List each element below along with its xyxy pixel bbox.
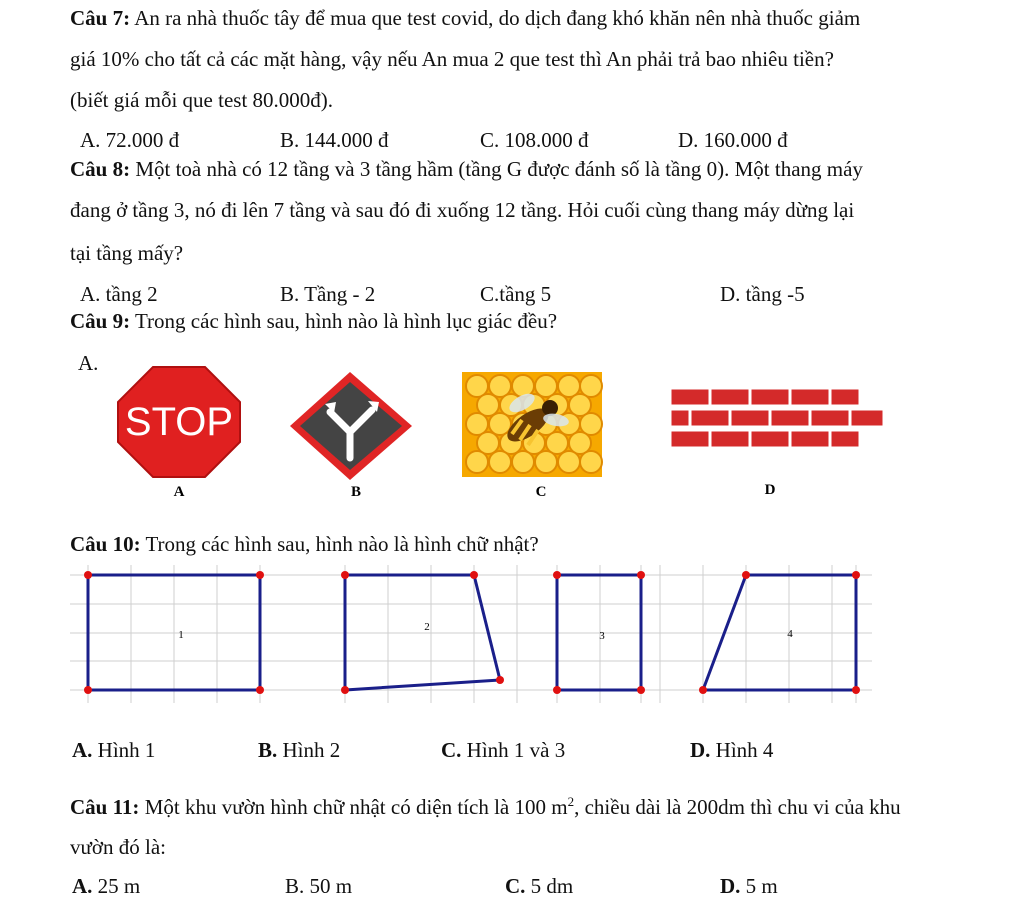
q10-figure-number-1: 1 xyxy=(178,629,184,641)
stop-sign-figure xyxy=(118,367,240,477)
q10-label: Câu 10: xyxy=(70,532,141,556)
q11-option-d: D. 5 m xyxy=(720,874,778,898)
brick-wall-figure xyxy=(670,388,884,448)
q9-label: Câu 9: xyxy=(70,309,131,333)
q11-label: Câu 11: xyxy=(70,795,140,819)
q8-label: Câu 8: xyxy=(70,157,131,181)
q10-option-d: D. Hình 4 xyxy=(690,738,774,762)
stop-sign-text: STOP xyxy=(124,400,234,444)
q8-option-a: A. tầng 2 xyxy=(80,282,158,306)
q7-option-c: C. 108.000 đ xyxy=(480,128,589,152)
q10-option-c: C. Hình 1 và 3 xyxy=(441,738,566,762)
q7-line-1: Câu 7: An ra nhà thuốc tây để mua que test covid, do dịch đang khó khăn nên nhà thuốc giảm xyxy=(70,6,861,30)
q9-answer-prefix: A. xyxy=(78,351,99,375)
q11-option-c: C. 5 dm xyxy=(505,874,574,898)
q7-option-b: B. 144.000 đ xyxy=(280,128,389,152)
q9-caption-d: D xyxy=(764,482,776,498)
q11-line-2: vườn đó là: xyxy=(70,835,166,859)
q10-line: Câu 10: Trong các hình sau, hình nào là hình chữ nhật? xyxy=(70,532,539,556)
q8-line-2: đang ở tầng 3, nó đi lên 7 tầng và sau đó đi xuống 12 tầng. Hỏi cuối cùng thang máy dừng lại xyxy=(70,198,855,222)
q9-caption-c: C xyxy=(535,484,547,500)
q10-option-a: A. Hình 1 xyxy=(72,738,156,762)
q9-caption-a: A xyxy=(173,484,185,500)
q7-option-a: A. 72.000 đ xyxy=(80,128,180,152)
q11-line-1: Câu 11: Một khu vườn hình chữ nhật có diện tích là 100 $m^2$, chiều dài là 200dm thì chu vi của khu xyxy=(70,794,901,819)
q8-option-d: D. tầng -5 xyxy=(720,282,805,306)
q8-option-c: C.tầng 5 xyxy=(480,282,552,306)
q7-line-3: (biết giá mỗi que test 80.000đ). xyxy=(70,88,334,112)
q8-line-3: tại tầng mấy? xyxy=(70,241,184,265)
q9-line: Câu 9: Trong các hình sau, hình nào là hình lục giác đều? xyxy=(70,309,558,333)
q8-option-b: B. Tầng - 2 xyxy=(280,282,376,306)
road-sign-figure xyxy=(290,372,412,480)
honeycomb-figure xyxy=(462,372,602,477)
q11-option-b: B. 50 m xyxy=(285,874,353,898)
q7-label: Câu 7: xyxy=(70,6,131,30)
q9-caption-b: B xyxy=(350,484,362,500)
q11-option-a: A. 25 m xyxy=(72,874,141,898)
q10-figure-number-2: 2 xyxy=(424,621,430,633)
q7-line-2: giá 10% cho tất cả các mặt hàng, vậy nếu An mua 2 que test thì An phải trả bao nhiêu tiền? xyxy=(70,47,834,71)
q7-option-d: D. 160.000 đ xyxy=(678,128,788,152)
q8-line-1: Câu 8: Một toà nhà có 12 tầng và 3 tầng hầm (tầng G được đánh số là tầng 0). Một thang máy xyxy=(70,157,863,181)
q10-option-b: B. Hình 2 xyxy=(258,738,341,762)
q10-figure-number-4: 4 xyxy=(787,628,793,640)
q10-figure-number-3: 3 xyxy=(599,630,605,642)
